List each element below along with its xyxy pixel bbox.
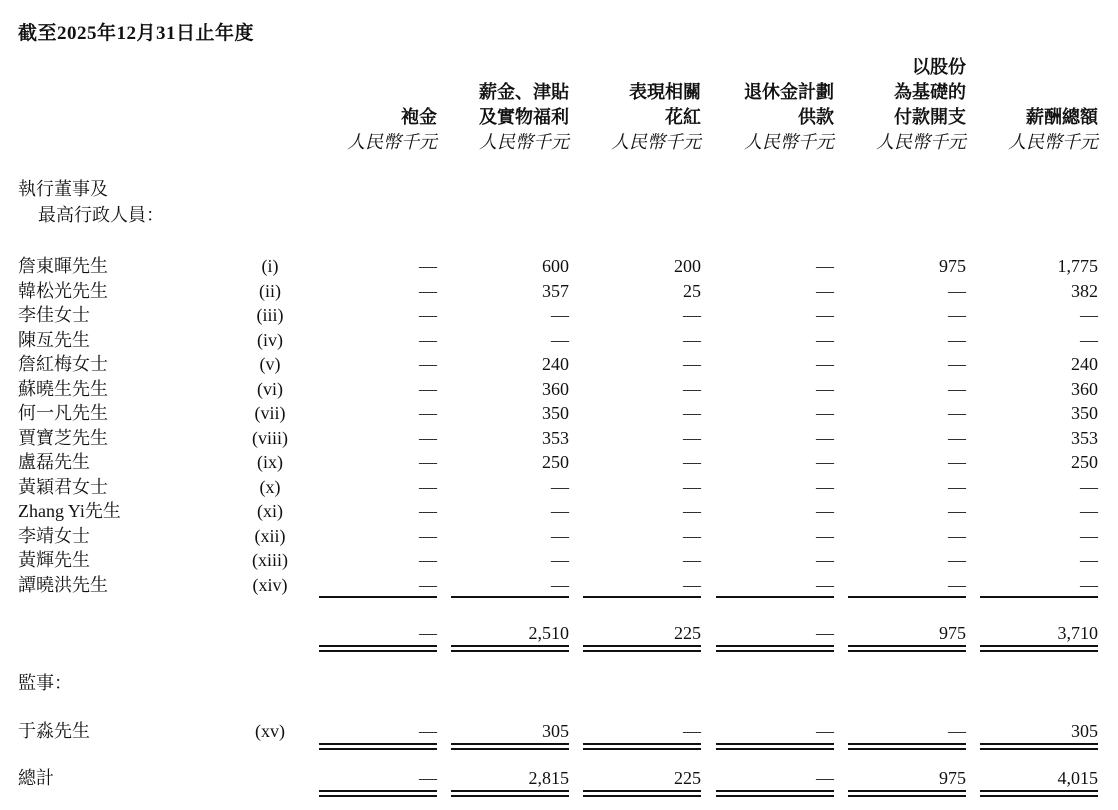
value-cell: — bbox=[816, 280, 834, 301]
value-cell: — bbox=[551, 574, 569, 595]
column-header-line: 及實物福利 bbox=[479, 107, 569, 127]
value-cell: 600 bbox=[542, 256, 569, 276]
note-ref: (xii) bbox=[254, 525, 286, 546]
value-cell: 240 bbox=[542, 354, 569, 374]
column-header-line: 薪酬總額 bbox=[1026, 107, 1098, 127]
note-ref: (xiv) bbox=[252, 574, 288, 595]
value-cell: 350 bbox=[1071, 403, 1098, 423]
note-ref: (vi) bbox=[257, 378, 283, 399]
value-cell: — bbox=[419, 501, 437, 521]
value-cell: — bbox=[948, 280, 966, 301]
value-cell: — bbox=[683, 354, 701, 374]
note-ref: (iii) bbox=[256, 305, 284, 325]
single-rule bbox=[451, 596, 569, 598]
value-cell: — bbox=[683, 501, 701, 521]
value-cell: — bbox=[816, 501, 834, 521]
double-rule bbox=[583, 743, 701, 750]
value-cell: — bbox=[419, 476, 437, 497]
value-cell: 350 bbox=[542, 403, 569, 423]
value-cell: 240 bbox=[1071, 354, 1098, 374]
table-row bbox=[0, 499, 1118, 523]
value-cell: — bbox=[1080, 476, 1098, 497]
value-cell: — bbox=[551, 501, 569, 521]
column-header-line: 表現相關 bbox=[629, 82, 701, 102]
value-cell: 360 bbox=[542, 378, 569, 399]
value-cell: — bbox=[816, 452, 834, 472]
value-cell: 353 bbox=[1071, 427, 1098, 448]
column-header-2 bbox=[431, 80, 569, 130]
value-cell: — bbox=[948, 574, 966, 595]
value-cell: — bbox=[948, 501, 966, 521]
exec-subtotal-row bbox=[0, 621, 1118, 645]
column-unit-6: 人民幣千元 bbox=[1008, 132, 1098, 152]
table-row bbox=[0, 450, 1118, 474]
double-rule bbox=[583, 790, 701, 797]
column-unit-5: 人民幣千元 bbox=[876, 132, 966, 152]
column-unit-4: 人民幣千元 bbox=[744, 132, 834, 152]
note-ref: (ix) bbox=[257, 452, 283, 472]
column-header-5 bbox=[828, 55, 966, 130]
value-cell: — bbox=[816, 721, 834, 741]
value-cell: — bbox=[1080, 550, 1098, 570]
value-cell: — bbox=[1080, 305, 1098, 325]
value-cell: 305 bbox=[1071, 721, 1098, 741]
person-name: 韓松光先生 bbox=[18, 280, 108, 301]
section-exec-heading bbox=[18, 176, 164, 228]
value-cell: 250 bbox=[542, 452, 569, 472]
table-title: 截至2025年12月31日止年度 bbox=[18, 23, 255, 44]
value-cell: — bbox=[419, 525, 437, 546]
column-header-4 bbox=[696, 80, 834, 130]
double-rule bbox=[583, 645, 701, 652]
value-cell: — bbox=[419, 378, 437, 399]
double-rule bbox=[451, 790, 569, 797]
value-cell: 382 bbox=[1071, 280, 1098, 301]
note-ref: (vii) bbox=[254, 403, 286, 423]
value-cell: — bbox=[948, 721, 966, 741]
value-cell: — bbox=[551, 329, 569, 350]
value-cell: — bbox=[683, 427, 701, 448]
person-name: 陳亙先生 bbox=[18, 329, 90, 350]
value-cell: — bbox=[683, 525, 701, 546]
value-cell: — bbox=[419, 403, 437, 423]
subtotal-cell: — bbox=[419, 623, 437, 643]
total-cell: — bbox=[419, 768, 437, 788]
value-cell: — bbox=[948, 427, 966, 448]
subtotal-cell: 225 bbox=[674, 623, 701, 643]
table-row bbox=[0, 279, 1118, 303]
value-cell: 357 bbox=[542, 280, 569, 301]
value-cell: — bbox=[419, 280, 437, 301]
table-row bbox=[0, 524, 1118, 548]
note-ref: (viii) bbox=[252, 427, 288, 448]
value-cell: — bbox=[816, 427, 834, 448]
total-cell: 975 bbox=[939, 768, 966, 788]
single-rule bbox=[980, 596, 1098, 598]
table-row bbox=[0, 573, 1118, 597]
subtotal-cell: 2,510 bbox=[528, 623, 569, 643]
value-cell: — bbox=[816, 378, 834, 399]
value-cell: — bbox=[683, 476, 701, 497]
single-rule bbox=[583, 596, 701, 598]
value-cell: 25 bbox=[683, 280, 701, 301]
person-name: 譚曉洪先生 bbox=[18, 574, 108, 595]
column-header-line: 供款 bbox=[798, 107, 834, 127]
value-cell: — bbox=[419, 721, 437, 741]
column-header-1 bbox=[299, 105, 437, 130]
note-ref: (xv) bbox=[255, 721, 285, 741]
value-cell: — bbox=[683, 329, 701, 350]
value-cell: — bbox=[948, 403, 966, 423]
person-name: 李靖女士 bbox=[18, 525, 90, 546]
person-name: Zhang Yi先生 bbox=[18, 501, 121, 521]
table-row bbox=[0, 426, 1118, 450]
double-rule bbox=[848, 743, 966, 750]
value-cell: — bbox=[816, 525, 834, 546]
value-cell: 200 bbox=[674, 256, 701, 276]
value-cell: — bbox=[1080, 574, 1098, 595]
total-cell: — bbox=[816, 768, 834, 788]
table-row bbox=[0, 328, 1118, 352]
subtotal-cell: 3,710 bbox=[1057, 623, 1098, 643]
column-unit-2: 人民幣千元 bbox=[479, 132, 569, 152]
subtotal-cell: — bbox=[816, 623, 834, 643]
value-cell: — bbox=[683, 574, 701, 595]
total-cell: 2,815 bbox=[528, 768, 569, 788]
single-rule bbox=[848, 596, 966, 598]
double-rule bbox=[319, 790, 437, 797]
total-cell: 4,015 bbox=[1057, 768, 1098, 788]
table-row bbox=[0, 401, 1118, 425]
column-unit-3: 人民幣千元 bbox=[611, 132, 701, 152]
table-row bbox=[0, 254, 1118, 278]
value-cell: — bbox=[948, 305, 966, 325]
section-supervisors-heading: 監事： bbox=[18, 673, 72, 693]
column-header-3 bbox=[563, 80, 701, 130]
double-rule bbox=[716, 645, 834, 652]
column-header-line: 付款開支 bbox=[894, 107, 966, 127]
value-cell: 250 bbox=[1071, 452, 1098, 472]
value-cell: — bbox=[551, 305, 569, 325]
double-rule bbox=[980, 743, 1098, 750]
note-ref: (ii) bbox=[259, 280, 281, 301]
value-cell: — bbox=[1080, 329, 1098, 350]
value-cell: — bbox=[419, 427, 437, 448]
single-rule bbox=[716, 596, 834, 598]
value-cell: 1,775 bbox=[1057, 256, 1098, 276]
value-cell: — bbox=[419, 305, 437, 325]
column-unit-1: 人民幣千元 bbox=[347, 132, 437, 152]
value-cell: — bbox=[816, 354, 834, 374]
double-rule bbox=[980, 790, 1098, 797]
value-cell: — bbox=[816, 305, 834, 325]
person-name: 詹紅梅女士 bbox=[18, 354, 108, 374]
table-row bbox=[0, 377, 1118, 401]
table-row bbox=[0, 548, 1118, 572]
value-cell: 305 bbox=[542, 721, 569, 741]
value-cell: — bbox=[419, 329, 437, 350]
total-cell: 225 bbox=[674, 768, 701, 788]
value-cell: — bbox=[816, 476, 834, 497]
value-cell: — bbox=[948, 550, 966, 570]
value-cell: — bbox=[816, 550, 834, 570]
column-header-line: 薪金、津貼 bbox=[479, 82, 569, 102]
double-rule bbox=[451, 743, 569, 750]
value-cell: — bbox=[948, 452, 966, 472]
value-cell: — bbox=[683, 305, 701, 325]
value-cell: — bbox=[551, 525, 569, 546]
person-name: 詹東暉先生 bbox=[18, 256, 108, 276]
person-name: 于淼先生 bbox=[18, 721, 90, 741]
value-cell: — bbox=[816, 574, 834, 595]
column-header-line: 花紅 bbox=[665, 107, 701, 127]
section-exec-line-2: 最高行政人員： bbox=[38, 205, 164, 225]
value-cell: 360 bbox=[1071, 378, 1098, 399]
note-ref: (xiii) bbox=[252, 550, 288, 570]
value-cell: — bbox=[816, 256, 834, 276]
person-name: 何一凡先生 bbox=[18, 403, 108, 423]
note-ref: (v) bbox=[259, 354, 281, 374]
double-rule bbox=[716, 790, 834, 797]
column-header-6 bbox=[960, 105, 1098, 130]
value-cell: — bbox=[948, 525, 966, 546]
value-cell: — bbox=[551, 476, 569, 497]
value-cell: — bbox=[419, 452, 437, 472]
value-cell: — bbox=[1080, 525, 1098, 546]
value-cell: — bbox=[1080, 501, 1098, 521]
value-cell: — bbox=[948, 329, 966, 350]
value-cell: — bbox=[683, 378, 701, 399]
value-cell: — bbox=[683, 721, 701, 741]
value-cell: — bbox=[419, 256, 437, 276]
double-rule bbox=[980, 645, 1098, 652]
person-name: 黃輝先生 bbox=[18, 550, 90, 570]
double-rule bbox=[848, 790, 966, 797]
table-row bbox=[0, 352, 1118, 376]
note-ref: (iv) bbox=[257, 329, 283, 350]
table-row bbox=[0, 719, 1118, 743]
table-row bbox=[0, 475, 1118, 499]
table-row bbox=[0, 303, 1118, 327]
value-cell: — bbox=[419, 550, 437, 570]
person-name: 盧磊先生 bbox=[18, 452, 90, 472]
value-cell: — bbox=[419, 354, 437, 374]
double-rule bbox=[319, 743, 437, 750]
column-header-line: 為基礎的 bbox=[894, 82, 966, 102]
note-ref: (i) bbox=[261, 256, 279, 276]
value-cell: — bbox=[816, 403, 834, 423]
section-exec-line-1: 執行董事及 bbox=[18, 179, 108, 199]
value-cell: — bbox=[683, 403, 701, 423]
value-cell: 353 bbox=[542, 427, 569, 448]
value-cell: — bbox=[683, 452, 701, 472]
note-ref: (xi) bbox=[257, 501, 283, 521]
person-name: 賈寶芝先生 bbox=[18, 427, 108, 448]
value-cell: 975 bbox=[939, 256, 966, 276]
total-row bbox=[0, 766, 1118, 790]
value-cell: — bbox=[419, 574, 437, 595]
single-rule bbox=[319, 596, 437, 598]
note-ref: (x) bbox=[259, 476, 281, 497]
value-cell: — bbox=[551, 550, 569, 570]
double-rule bbox=[451, 645, 569, 652]
double-rule bbox=[319, 645, 437, 652]
column-header-line: 以股份 bbox=[912, 57, 966, 77]
value-cell: — bbox=[948, 476, 966, 497]
person-name: 李佳女士 bbox=[18, 305, 90, 325]
value-cell: — bbox=[948, 378, 966, 399]
column-header-line: 退休金計劃 bbox=[744, 82, 834, 102]
value-cell: — bbox=[948, 354, 966, 374]
value-cell: — bbox=[683, 550, 701, 570]
double-rule bbox=[716, 743, 834, 750]
value-cell: — bbox=[816, 329, 834, 350]
column-header-line: 袍金 bbox=[401, 107, 437, 127]
total-label: 總計 bbox=[18, 768, 54, 788]
subtotal-cell: 975 bbox=[939, 623, 966, 643]
person-name: 黃穎君女士 bbox=[18, 476, 108, 497]
double-rule bbox=[848, 645, 966, 652]
person-name: 蘇曉生先生 bbox=[18, 378, 108, 399]
